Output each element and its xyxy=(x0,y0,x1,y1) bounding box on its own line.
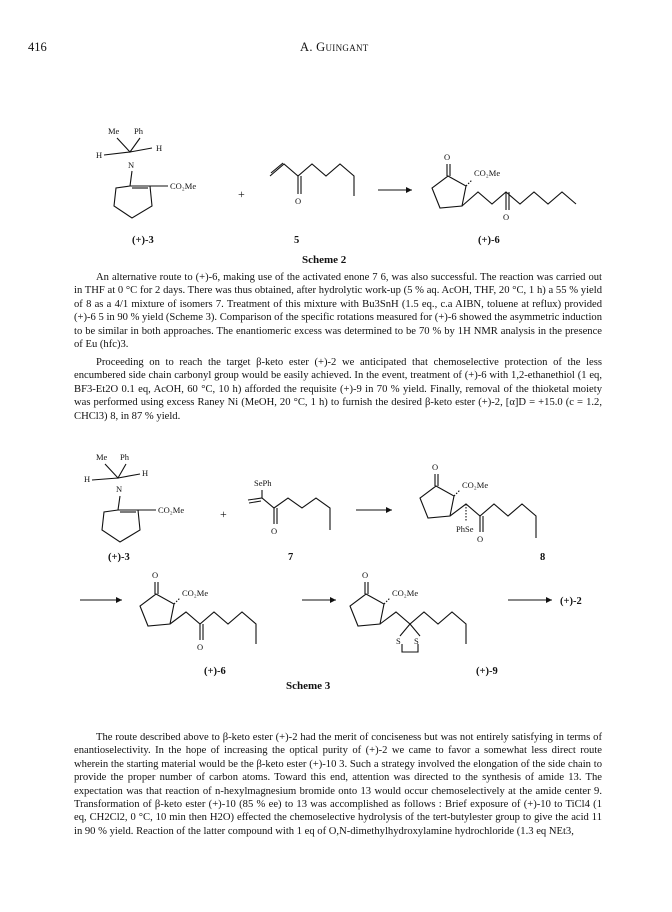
paragraph-3: The route described above to β-keto ester (+)-2 had the merit of conciseness but was not entirely satisfying in terms of enantioselectivity. In the hope of increasing the optical purity of (+)-2 we came to favor a somewhat less direct route wherein the starting material would be the β-keto ester (+)-10 3. Such a strategy involved the elongation of the side chain to provide the proper number of carbon atoms. Toward this end, attention was directed to the synthesis of amide 13. The expectation was that reaction of n-hexylmagnesium bromide onto 13 would occur chemoselectively at the amide center 9. Transformation of β-keto ester (+)-10 (85 % ee) to 13 was accomplished as follows : Brief exposure of (+)-10 to TiCl4 (1 eq, CH2Cl2, 0 °C, 10 min then H2O) effected the chemoselective hydrolysis of the tert-butylester group to give the acid 11 in 90 % yield. Reaction of the latter compound with 1 eq of O,N-dimethylhydroxylamine hydrochloride (1.3 eq NEt3, xyxy=(74,732,602,837)
atom-o: O xyxy=(362,570,369,580)
label-compound-9: (+)-9 xyxy=(476,666,498,677)
atom-n: N xyxy=(128,160,135,170)
atom-o: O xyxy=(477,534,484,544)
running-title: A. Guingant xyxy=(300,40,369,54)
atom-o: O xyxy=(444,152,451,162)
adduct-8-structure xyxy=(420,462,536,544)
atom-s: S xyxy=(414,636,419,646)
ketone-6-structure xyxy=(432,152,576,222)
label-compound-7: 7 xyxy=(288,552,294,563)
atom-co2me: CO₂Me xyxy=(182,588,209,598)
paragraph-2: Proceeding on to reach the target β-keto ester (+)-2 we anticipated that chemoselective protection of the less encumbered side chain carbonyl group would be easily achieved. In the event, treatment of (+)-6 with 1,2-ethanethiol (1 eq, BF3-Et2O 0.1 eq, AcOH, 60 °C, 10 h) afforded the requisite (+)-9 in 70 % yield. Finally, removal of the thioketal moiety was performed using excess Raney Ni (MeOH, 20 °C, 1 h) to furnish the desired β-keto ester (+)-2, [α]D = +15.0 (c = 1.2, CHCl3) 8, in 87 % yield. xyxy=(74,357,602,422)
atom-s: S xyxy=(396,636,401,646)
atom-co2me: CO₂Me xyxy=(392,588,419,598)
scheme-3-title: Scheme 3 xyxy=(286,680,331,692)
atom-co2me: CO₂Me xyxy=(462,480,489,490)
thioketal-9-structure xyxy=(350,570,466,652)
atom-o: O xyxy=(432,462,439,472)
scheme-2-title: Scheme 2 xyxy=(302,254,347,266)
atom-seph: SePh xyxy=(254,478,272,488)
atom-n: N xyxy=(116,484,123,494)
ketone-6-structure xyxy=(140,570,256,652)
atom-co2me: CO₂Me xyxy=(158,505,185,515)
label-compound-6: (+)-6 xyxy=(478,235,500,246)
label-compound-8: 8 xyxy=(540,552,546,563)
atom-me: Me xyxy=(96,452,108,462)
atom-me: Me xyxy=(108,126,120,136)
atom-co2me: CO₂Me xyxy=(170,181,197,191)
atom-phse: PhSe xyxy=(456,524,474,534)
plus-sign: + xyxy=(220,507,227,521)
atom-h: H xyxy=(156,143,163,153)
enamine-3-structure xyxy=(96,126,196,218)
label-compound-6: (+)-6 xyxy=(204,666,226,677)
atom-o: O xyxy=(197,642,204,652)
enone-7-structure xyxy=(248,478,330,536)
atom-co2me: CO₂Me xyxy=(474,168,501,178)
scheme-2-figure xyxy=(60,118,620,253)
label-compound-3: (+)-3 xyxy=(132,235,154,246)
atom-ph: Ph xyxy=(134,126,143,136)
atom-o: O xyxy=(503,212,510,222)
atom-h: H xyxy=(96,150,103,160)
page-number: 416 xyxy=(28,40,47,54)
enamine-3-structure xyxy=(84,452,184,542)
paragraph-1: An alternative route to (+)-6, making use of the activated enone 7 6, was also successful. The reaction was carried out in THF at 0 °C for 2 days. There was thus obtained, after hydrolytic work-up (5 % aq. AcOH, THF, 20 °C, 1 h) a 55 % yield of 8 as a 4/1 mixture of isomers 7. Treatment of this mixture with Bu3SnH (1.5 eq., c.a AIBN, toluene at reflux) provided (+)-6 5 in 90 % yield (Scheme 3). Comparison of the specific rotations measured for (+)-6 showed the asymmetric induction to be similar in both approaches. The enantiomeric excess was determined to be 70 % by 1H NMR analysis in the presence of Eu (hfc)3. xyxy=(74,272,602,351)
label-compound-3: (+)-3 xyxy=(108,552,130,563)
scheme-3-figure-row-2 xyxy=(40,566,640,686)
atom-h: H xyxy=(84,474,91,484)
atom-h: H xyxy=(142,468,149,478)
label-compound-5: 5 xyxy=(294,235,300,246)
plus-sign: + xyxy=(238,187,245,201)
scheme-3-figure-row-1 xyxy=(60,448,620,568)
atom-o: O xyxy=(295,196,302,206)
enone-5-structure xyxy=(270,163,354,206)
atom-o: O xyxy=(271,526,278,536)
atom-o: O xyxy=(152,570,159,580)
atom-ph: Ph xyxy=(120,452,129,462)
label-compound-2: (+)-2 xyxy=(560,596,582,607)
